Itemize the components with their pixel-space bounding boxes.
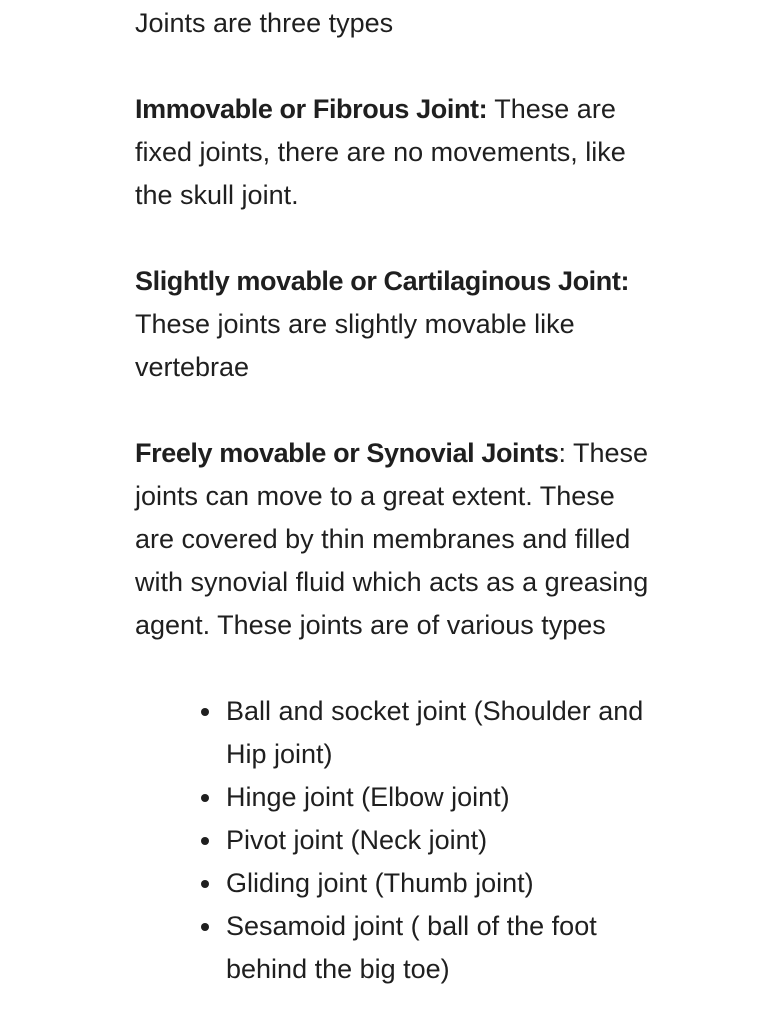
list-item [135,862,656,905]
bullet-icon [201,708,209,716]
section-term: Freely movable or Synovial Joints [135,438,559,468]
section-description: These are fixed joints, there are no movements, like the skull joint. [135,94,626,210]
section-description: : These joints can move to a great extent. These are covered by thin membranes and filled with synovial fluid which acts as a greasing agent. These joints are of various types [135,438,649,640]
section-term: Slightly movable or Cartilaginous Joint: [135,266,630,296]
bullet-icon [201,837,209,845]
synovial-types-list [135,690,655,991]
bullet-icon [201,880,209,888]
list-item-text: Ball and socket joint (Shoulder and Hip joint) [226,696,644,769]
list-item-text: Gliding joint (Thumb joint) [226,868,534,898]
section-description: These joints are slightly movable like vertebrae [135,309,575,382]
section-term: Immovable or Fibrous Joint: [135,94,488,124]
section-slightly-movable [135,260,655,389]
section-immovable [135,88,655,217]
list-item [135,690,656,776]
section-freely-movable [135,432,655,647]
bullet-icon [201,794,209,802]
list-item-text: Hinge joint (Elbow joint) [226,782,510,812]
intro-text: Joints are three types [135,8,394,38]
list-item [135,819,656,862]
list-item [135,905,656,991]
article-body [135,2,655,991]
list-item [135,776,656,819]
list-item-text: Sesamoid joint ( ball of the foot behind the big toe) [226,911,597,984]
bullet-icon [201,923,209,931]
list-item-text: Pivot joint (Neck joint) [226,825,488,855]
